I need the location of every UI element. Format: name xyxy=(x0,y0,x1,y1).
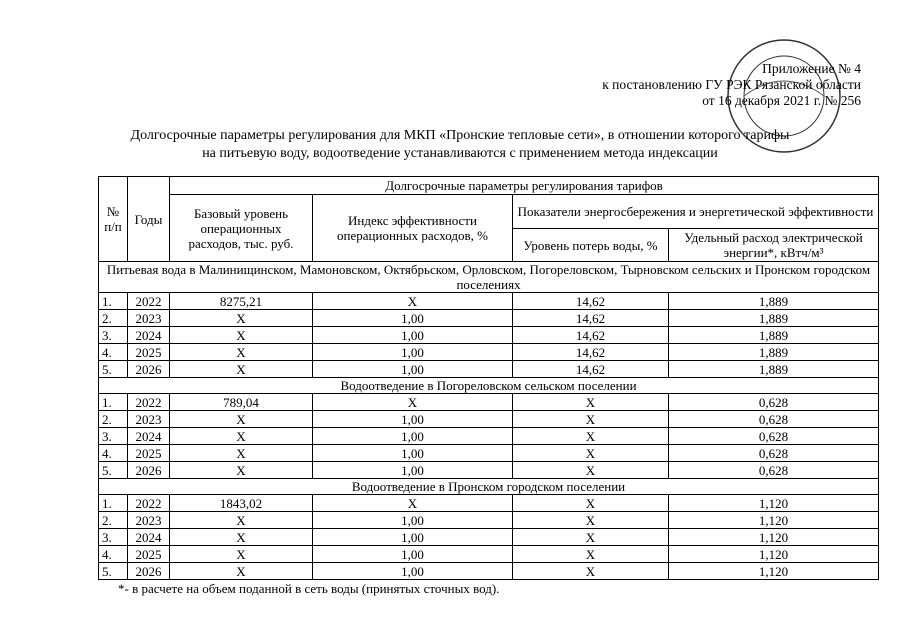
table-cell: 1. xyxy=(99,495,128,512)
table-cell: 14,62 xyxy=(513,310,669,327)
table-cell: 2024 xyxy=(128,529,170,546)
table-row xyxy=(99,310,879,327)
table-cell: 1,889 xyxy=(669,293,879,310)
table-cell: Х xyxy=(170,512,313,529)
table-cell: 4. xyxy=(99,344,128,361)
table-cell: Х xyxy=(513,495,669,512)
table-cell: 1,120 xyxy=(669,512,879,529)
appendix-number: Приложение № 4 xyxy=(762,61,861,76)
col-index-header: Индекс эффективности операционных расходов, % xyxy=(313,195,513,262)
table-cell: 2025 xyxy=(128,546,170,563)
table-row xyxy=(99,344,879,361)
table-cell: 8275,21 xyxy=(170,293,313,310)
table-cell: Х xyxy=(170,327,313,344)
section-title: Питьевая вода в Малинищинском, Мамоновском, Октябрьском, Орловском, Погореловском, Тырновском сельских и Пронском городском поселениях xyxy=(99,262,879,293)
section-title: Водоотведение в Погореловском сельском поселении xyxy=(99,378,879,394)
section-title: Водоотведение в Пронском городском поселении xyxy=(99,479,879,495)
table-cell: Х xyxy=(513,462,669,479)
document-title xyxy=(100,127,820,163)
table-cell: 1,00 xyxy=(313,327,513,344)
table-row xyxy=(99,529,879,546)
table-row xyxy=(99,411,879,428)
table-row xyxy=(99,327,879,344)
table-cell: 789,04 xyxy=(170,394,313,411)
table-cell: 2024 xyxy=(128,327,170,344)
table-cell: 1,889 xyxy=(669,327,879,344)
table-cell: Х xyxy=(170,361,313,378)
section-row xyxy=(99,479,879,495)
col-loss-header: Уровень потерь воды, % xyxy=(513,229,669,262)
table-cell: 2023 xyxy=(128,512,170,529)
table-cell: 1,889 xyxy=(669,344,879,361)
table-cell: 4. xyxy=(99,546,128,563)
table-cell: 5. xyxy=(99,462,128,479)
table-cell: 2026 xyxy=(128,361,170,378)
table-cell: Х xyxy=(313,394,513,411)
table-cell: 1,00 xyxy=(313,462,513,479)
table-cell: 1,889 xyxy=(669,361,879,378)
table-cell: 1,00 xyxy=(313,411,513,428)
footnote: *- в расчете на объем поданной в сеть воды (принятых сточных вод). xyxy=(118,581,500,596)
table-cell: 1,00 xyxy=(313,512,513,529)
col-base-header: Базовый уровень операционных расходов, тыс. руб. xyxy=(170,195,313,262)
section-row xyxy=(99,262,879,293)
table-cell: 0,628 xyxy=(669,411,879,428)
table-cell: 14,62 xyxy=(513,344,669,361)
table-cell: 1,00 xyxy=(313,563,513,580)
table-cell: Х xyxy=(170,411,313,428)
table-cell: 1,00 xyxy=(313,344,513,361)
table-cell: 1,00 xyxy=(313,546,513,563)
table-cell: 2023 xyxy=(128,310,170,327)
table-cell: 3. xyxy=(99,327,128,344)
appendix-header xyxy=(602,61,861,109)
table-cell: 1,120 xyxy=(669,529,879,546)
table-cell: 2026 xyxy=(128,563,170,580)
section-row xyxy=(99,378,879,394)
table-cell: 1,00 xyxy=(313,445,513,462)
table-cell: Х xyxy=(513,411,669,428)
table-cell: 2025 xyxy=(128,445,170,462)
table-cell: 14,62 xyxy=(513,361,669,378)
table-cell: 5. xyxy=(99,361,128,378)
table-cell: Х xyxy=(170,344,313,361)
table-cell: 1,120 xyxy=(669,546,879,563)
col-number-header: № п/п xyxy=(99,177,128,262)
table-row xyxy=(99,563,879,580)
table-cell: Х xyxy=(170,428,313,445)
table-cell: 1,00 xyxy=(313,361,513,378)
table-row xyxy=(99,445,879,462)
table-row xyxy=(99,462,879,479)
table-cell: 1. xyxy=(99,394,128,411)
table-cell: Х xyxy=(170,529,313,546)
table-cell: 2022 xyxy=(128,495,170,512)
table-cell: 1,00 xyxy=(313,310,513,327)
table-row xyxy=(99,361,879,378)
table-cell: 2023 xyxy=(128,411,170,428)
table-cell: 3. xyxy=(99,428,128,445)
table-cell: Х xyxy=(170,546,313,563)
table-cell: 2. xyxy=(99,310,128,327)
table-row xyxy=(99,394,879,411)
table-cell: 5. xyxy=(99,563,128,580)
table-cell: Х xyxy=(513,529,669,546)
table-cell: Х xyxy=(513,445,669,462)
table-cell: Х xyxy=(313,495,513,512)
table-cell: Х xyxy=(170,310,313,327)
table-cell: 1,889 xyxy=(669,310,879,327)
parameters-table xyxy=(98,176,879,580)
table-cell: Х xyxy=(513,394,669,411)
table-cell: 4. xyxy=(99,445,128,462)
title-line-2: на питьевую воду, водоотведение устанавливаются с применением метода индексации xyxy=(202,146,718,161)
table-cell: 2. xyxy=(99,411,128,428)
table-cell: Х xyxy=(513,512,669,529)
energy-group-header: Показатели энергосбережения и энергетической эффективности xyxy=(513,195,879,229)
group-header: Долгосрочные параметры регулирования тарифов xyxy=(170,177,879,195)
title-line-1: Долгосрочные параметры регулирования для МКП «Пронские тепловые сети», в отношении которого тарифы xyxy=(130,128,790,143)
table-cell: 1843,02 xyxy=(170,495,313,512)
table-cell: 2025 xyxy=(128,344,170,361)
col-year-header: Годы xyxy=(128,177,170,262)
table-cell: 14,62 xyxy=(513,327,669,344)
table-cell: 3. xyxy=(99,529,128,546)
table-cell: Х xyxy=(170,462,313,479)
table-cell: 14,62 xyxy=(513,293,669,310)
table-cell: 0,628 xyxy=(669,462,879,479)
table-row xyxy=(99,495,879,512)
table-row xyxy=(99,546,879,563)
table-cell: Х xyxy=(513,546,669,563)
table-cell: 2022 xyxy=(128,394,170,411)
table-cell: 0,628 xyxy=(669,428,879,445)
appendix-resolution: к постановлению ГУ РЭК Рязанской области xyxy=(602,77,861,92)
table-cell: 2. xyxy=(99,512,128,529)
appendix-date: от 16 декабря 2021 г. № 256 xyxy=(702,93,861,108)
table-cell: Х xyxy=(170,563,313,580)
table-row xyxy=(99,428,879,445)
table-row xyxy=(99,293,879,310)
table-cell: 2022 xyxy=(128,293,170,310)
table-cell: 1. xyxy=(99,293,128,310)
table-cell: 1,00 xyxy=(313,428,513,445)
table-cell: Х xyxy=(513,563,669,580)
table-cell: 1,120 xyxy=(669,495,879,512)
table-cell: 0,628 xyxy=(669,394,879,411)
table-cell: 1,120 xyxy=(669,563,879,580)
col-elec-header: Удельный расход электрической энергии*, кВтч/м³ xyxy=(669,229,879,262)
table-cell: Х xyxy=(513,428,669,445)
table-cell: 1,00 xyxy=(313,529,513,546)
table-row xyxy=(99,512,879,529)
table-cell: Х xyxy=(313,293,513,310)
table-cell: 0,628 xyxy=(669,445,879,462)
table-cell: 2026 xyxy=(128,462,170,479)
table-cell: 2024 xyxy=(128,428,170,445)
table-cell: Х xyxy=(170,445,313,462)
